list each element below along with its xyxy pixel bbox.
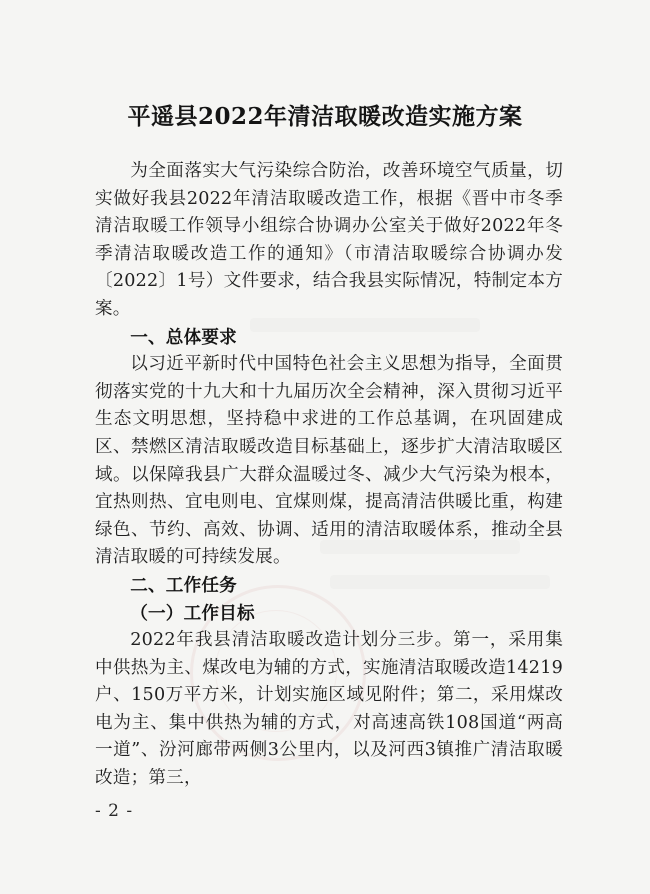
general-requirements-paragraph: 以习近平新时代中国特色社会主义思想为指导，全面贯彻落实党的十九大和十九届历次全会精神，深入贯彻习近平生态文明思想，坚持稳中求进的工作总基调，在巩固建成区、禁燃区清洁取暖改造目标基础上，逐步扩大清洁取暖区域。以保障我县广大群众温暖过冬、减少大气污染为根本，宜热则热、宜电则电、宜煤则煤，提高清洁供暖比重，构建绿色、节约、高效、协调、适用的清洁取暖体系，推动全县清洁取暖的可持续发展。 (95, 354, 563, 568)
section-heading-general-requirements: 一、总体要求 (130, 326, 237, 348)
section-heading-work-tasks: 二、工作任务 (130, 574, 237, 596)
document-title: 平遥县2022年清洁取暖改造实施方案 (127, 103, 523, 130)
intro-paragraph: 为全面落实大气污染综合防治，改善环境空气质量，切实做好我县2022年清洁取暖改造工作，根据《晋中市冬季清洁取暖工作领导小组综合协调办公室关于做好2022年冬季清洁取暖改造工作的通知》（市清洁取暖综合协调办发〔2022〕1号）文件要求，结合我县实际情况，特制定本方案。 (95, 161, 563, 319)
work-goals-paragraph: 2022年我县清洁取暖改造计划分三步。第一，采用集中供热为主、煤改电为辅的方式，实施清洁取暖改造14219户、150万平方米，计划实施区域见附件；第二，采用煤改电为主、集中供热为辅的方式，对高速高铁108国道“两高一道”、汾河廊带两侧3公里内，以及河西3镇推广清洁取暖改造；第三， (95, 630, 563, 789)
subsection-heading-work-goals: （一）工作目标 (130, 602, 255, 624)
page-number: - 2 - (95, 801, 134, 821)
document-body (95, 158, 563, 793)
